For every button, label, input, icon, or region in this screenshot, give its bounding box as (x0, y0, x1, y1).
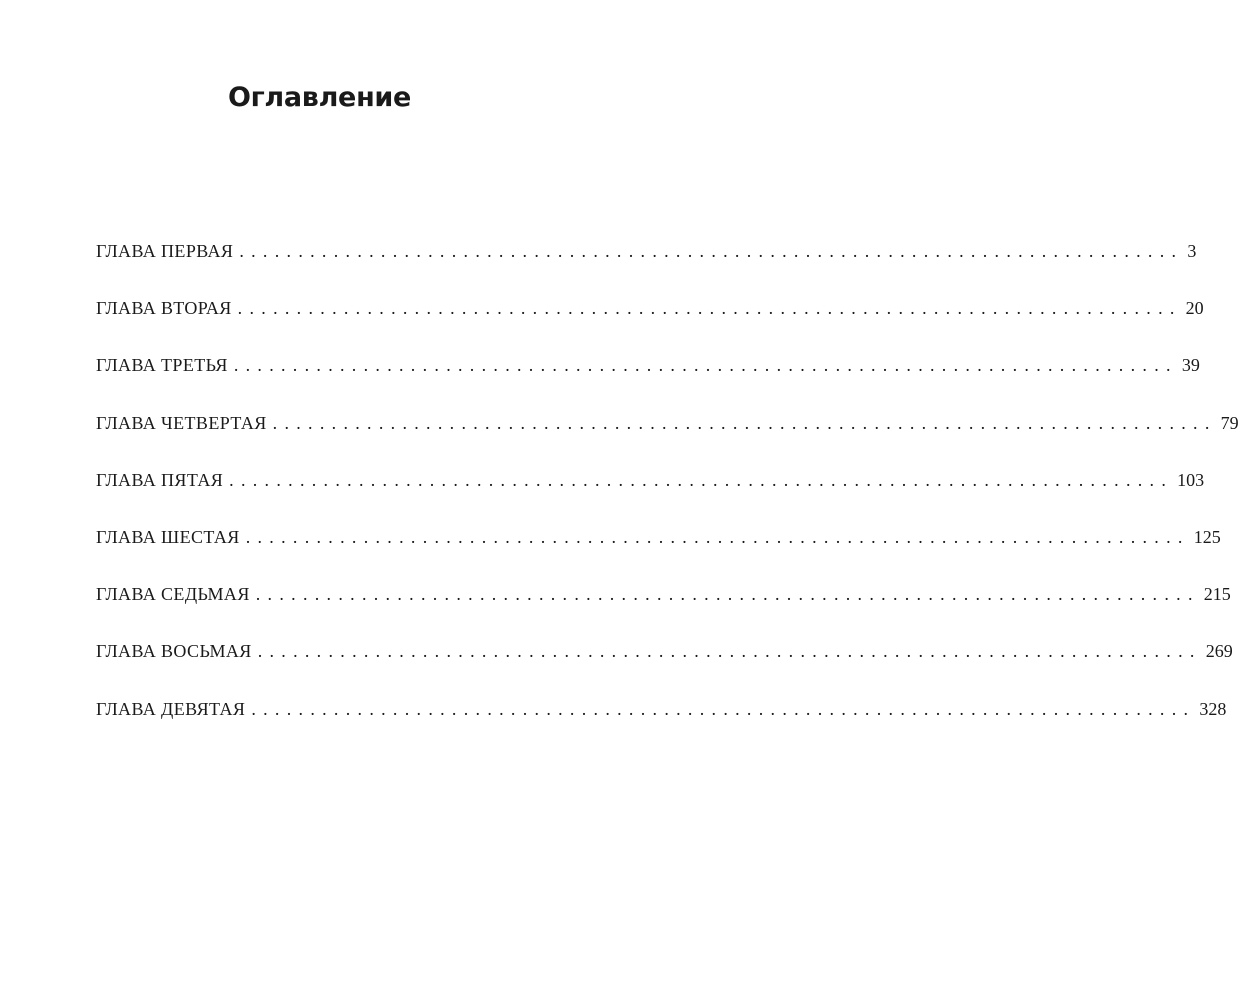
dot-leader: ................................................................................ (229, 469, 1174, 490)
toc-entry-page-number: 103 (1177, 469, 1205, 490)
toc-entry-label: ГЛАВА ПЕРВАЯ (96, 241, 234, 261)
toc-entry-page-number: 269 (1205, 641, 1233, 662)
toc-entry-2[interactable] (96, 298, 1204, 355)
dot-leader: ................................................................................ (245, 526, 1190, 547)
dot-leader: ................................................................................ (239, 241, 1184, 261)
toc-entry-page-number: 215 (1203, 584, 1231, 605)
toc-entry-label: ГЛАВА ВТОРАЯ (96, 298, 232, 319)
toc-entry-page-number: 79 (1220, 412, 1239, 433)
dot-leader: ................................................................................ (237, 298, 1182, 319)
toc-entry-page-number: 3 (1187, 241, 1197, 261)
toc-entry-page-number: 125 (1193, 526, 1221, 547)
toc-entry-page-number: 20 (1185, 298, 1204, 319)
toc-entry-label: ГЛАВА СЕДЬМАЯ (96, 584, 250, 605)
toc-entry-label: ГЛАВА ДЕВЯТАЯ (96, 698, 246, 719)
toc-entry-page-number: 328 (1199, 698, 1227, 719)
toc-entry-4[interactable] (96, 412, 1239, 470)
dot-leader: ................................................................................ (251, 698, 1196, 719)
toc-entry-6[interactable] (96, 526, 1221, 584)
toc-entry-1[interactable] (96, 241, 1197, 298)
toc-entry-label: ГЛАВА ТРЕТЬЯ (96, 355, 228, 376)
dot-leader: ................................................................................ (272, 412, 1217, 433)
toc-entry-7[interactable] (96, 584, 1231, 641)
toc-entry-8[interactable] (96, 641, 1233, 698)
toc-entry-5[interactable] (96, 469, 1205, 527)
toc-entry-label: ГЛАВА ПЯТАЯ (96, 469, 224, 490)
toc-entry-page-number: 39 (1181, 355, 1200, 376)
toc-entry-label: ГЛАВА ЧЕТВЕРТАЯ (96, 412, 267, 433)
toc-entry-label: ГЛАВА ВОСЬМАЯ (96, 641, 252, 662)
page-title: Оглавление (227, 82, 412, 113)
table-of-contents (96, 241, 1239, 756)
dot-leader: ................................................................................ (257, 641, 1202, 662)
dot-leader: ................................................................................ (255, 584, 1200, 605)
dot-leader: ................................................................................ (233, 355, 1178, 376)
toc-entry-label: ГЛАВА ШЕСТАЯ (96, 526, 240, 547)
toc-entry-9[interactable] (96, 698, 1227, 756)
toc-entry-3[interactable] (96, 355, 1200, 412)
